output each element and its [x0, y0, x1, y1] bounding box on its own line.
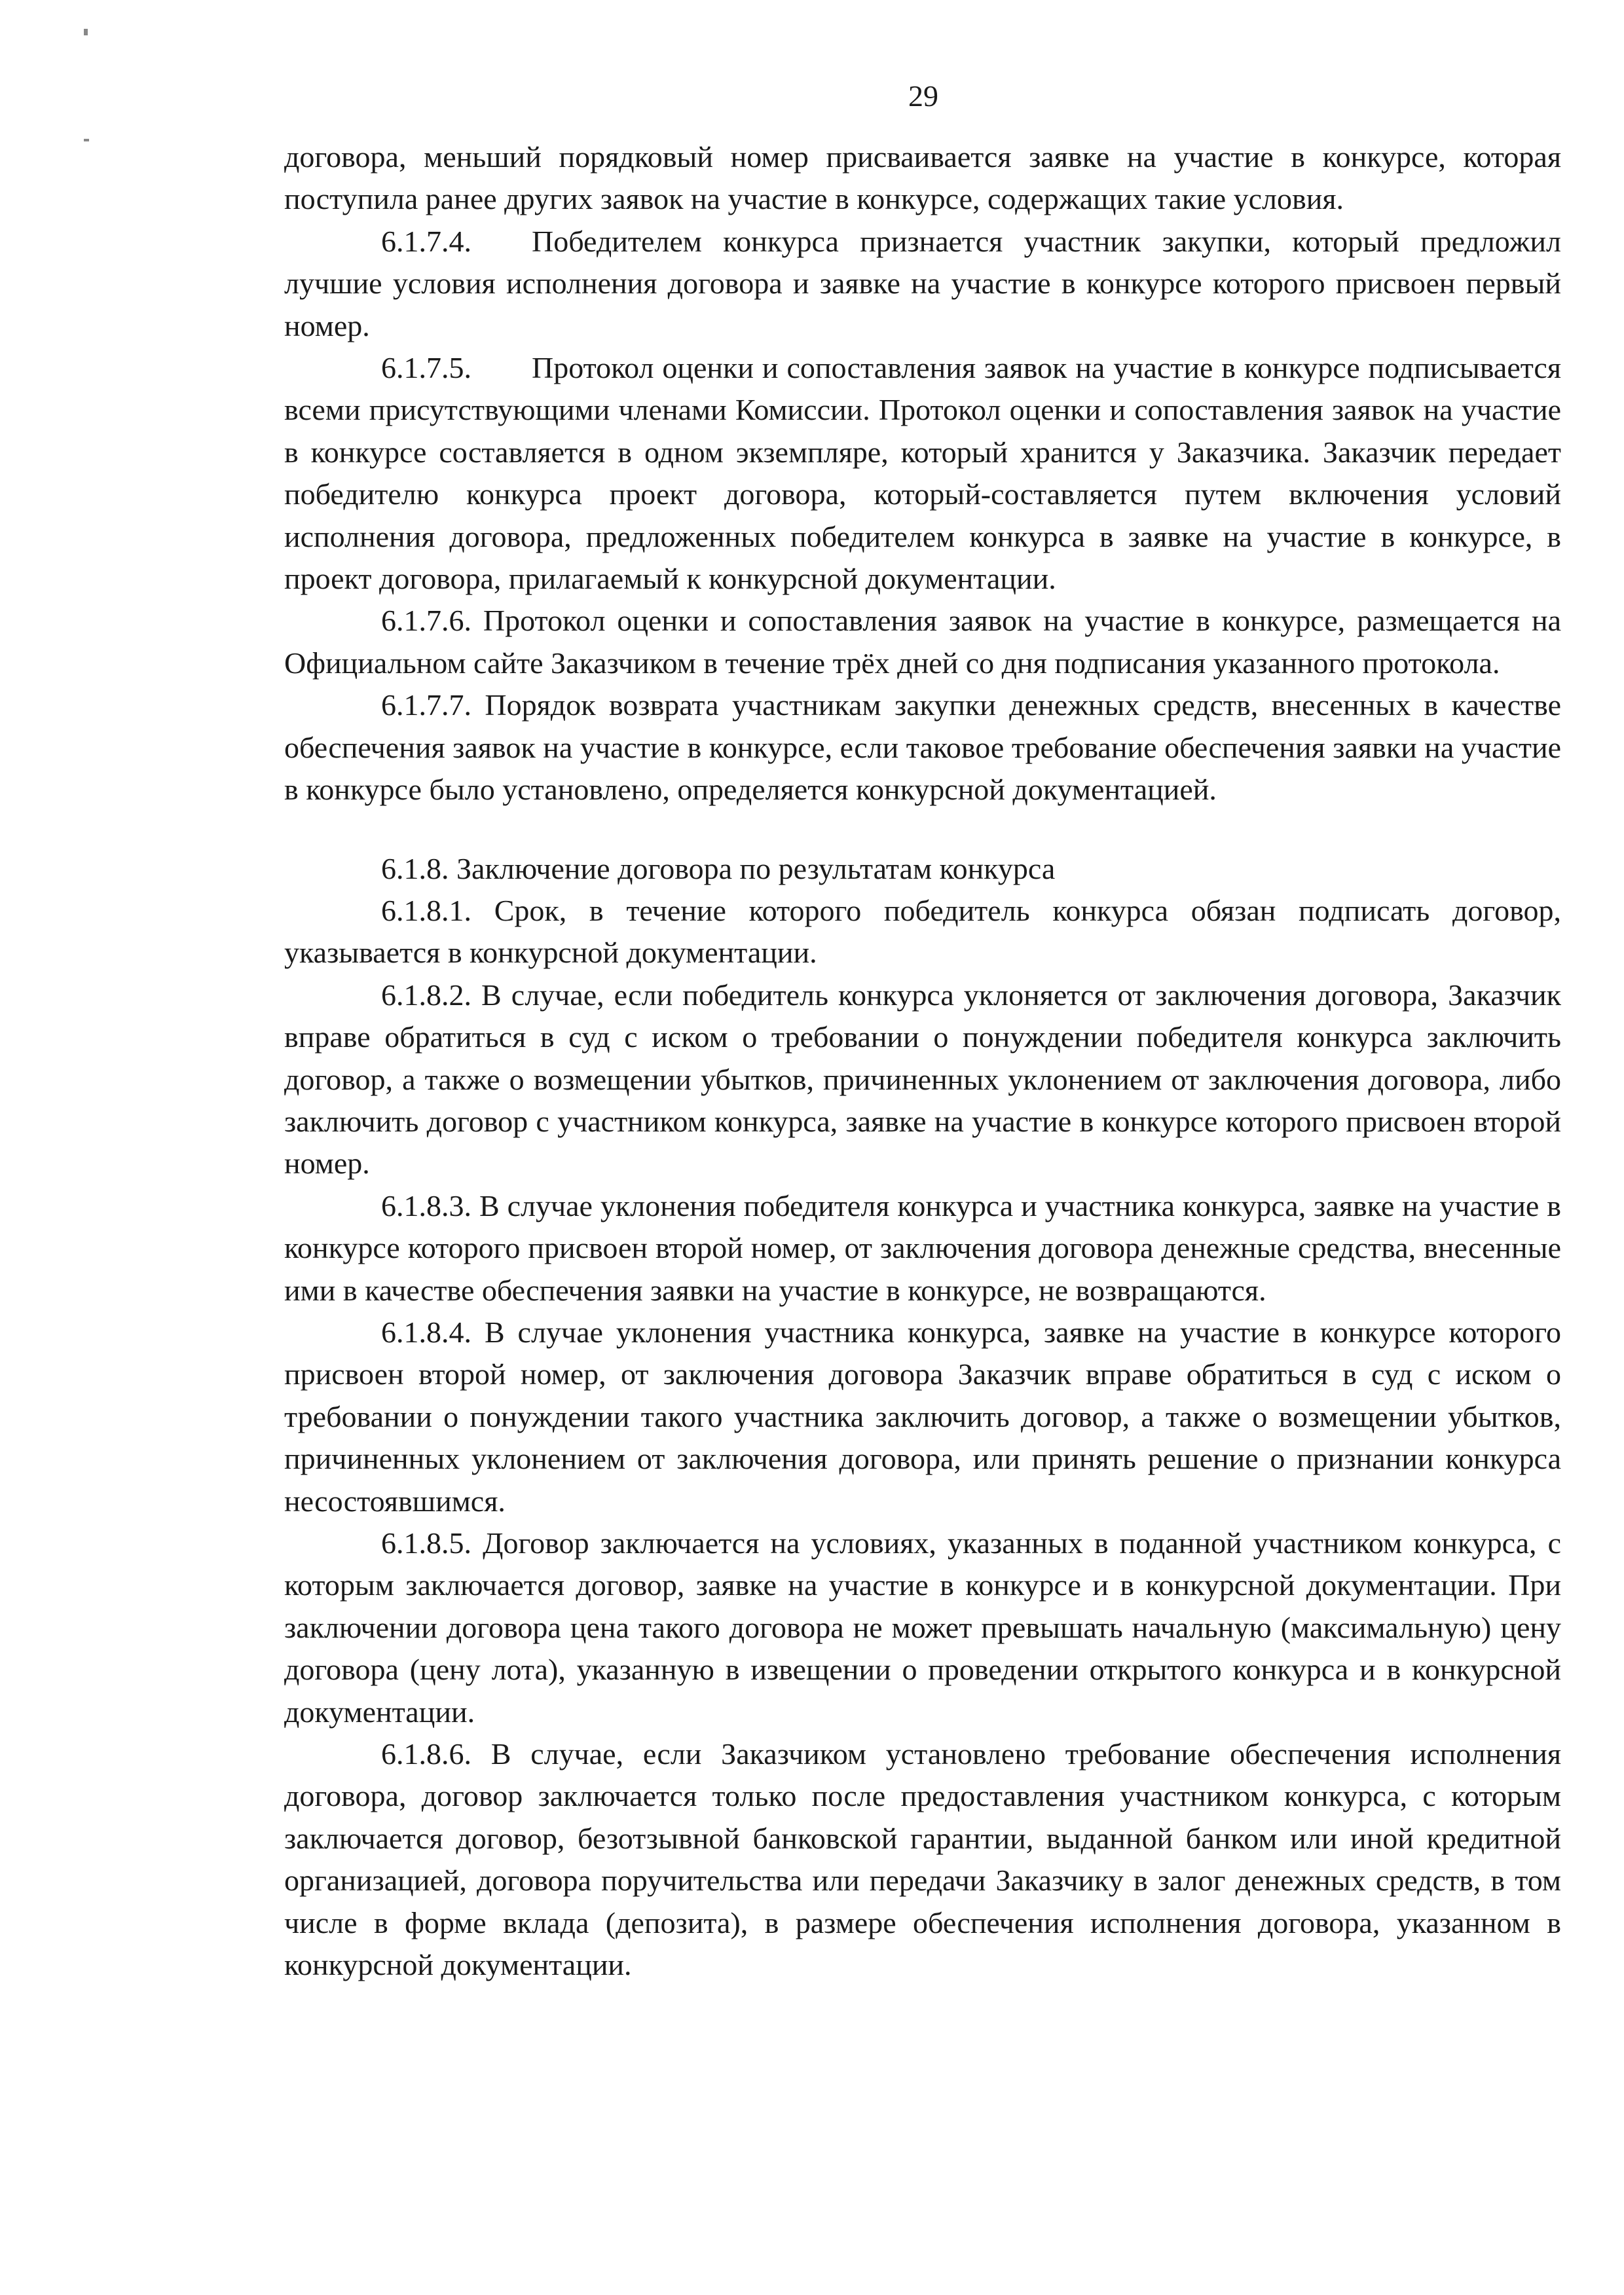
scan-artifact-mark — [84, 139, 89, 141]
paragraph-6-1-8-3: 6.1.8.3. В случае уклонения победителя конкурса и участника конкурса, заявке на участие в конкурсе которого присвоен второй номер, от заключения договора денежные средства, внесенные ими в качестве обеспечения заявки на участие в конкурсе, не возвращаются. — [284, 1188, 1561, 1307]
document-body — [284, 136, 1561, 1986]
section-heading-6-1-8: 6.1.8. Заключение договора по результатам конкурса — [381, 851, 1056, 885]
paragraph-6-1-8-5: 6.1.8.5. Договор заключается на условиях, указанных в поданной участником конкурса, с которым заключается договор, заявке на участие в конкурсе и в конкурсной документации. При заключении договора цена такого договора не может превышать начальную (максимальную) цену договора (цену лота), указанную в извещении о проведении открытого конкурса и в конкурсной документации. — [284, 1526, 1561, 1729]
paragraph-6-1-7-5: 6.1.7.5. Протокол оценки и сопоставления заявок на участие в конкурсе подписывается всеми присутствующими членами Комиссии. Протокол оценки и сопоставления заявок на участие в конкурсе составляется в одном экземпляре, который хранится у Заказчика. Заказчик передает победителю конкурса проект договора, который-составляется путем включения условий исполнения договора, предложенных победителем конкурса в заявке на участие в конкурсе, в проект договора, прилагаемый к конкурсной документации. — [284, 351, 1561, 596]
paragraph-6-1-8-1: 6.1.8.1. Срок, в течение которого победитель конкурса обязан подписать договор, указывается в конкурсной документации. — [284, 893, 1561, 970]
paragraph-6-1-8-4: 6.1.8.4. В случае уклонения участника конкурса, заявке на участие в конкурсе которого присвоен второй номер, от заключения договора Заказчик вправе обратиться в суд с иском о требовании о понуждении такого участника заключить договор, а также о возмещении убытков, причиненных уклонением от заключения договора, или принять решение о признании конкурса несостоявшимся. — [284, 1315, 1561, 1518]
paragraph-6-1-7-4: 6.1.7.4. Победителем конкурса признается участник закупки, который предложил лучшие условия исполнения договора и заявке на участие в конкурсе которого присвоен первый номер. — [284, 224, 1561, 342]
paragraph-6-1-7-7: 6.1.7.7. Порядок возврата участникам закупки денежных средств, внесенных в качестве обеспечения заявок на участие в конкурсе, если таковое требование обеспечения заявки на участие в конкурсе было установлено, определяется конкурсной документацией. — [284, 688, 1561, 807]
paragraph-6-1-8-6: 6.1.8.6. В случае, если Заказчиком установлено требование обеспечения исполнения договора, договор заключается только после предоставления участником конкурса, с которым заключается договор, безотзывной банковской гарантии, выданной банком или иной кредитной организацией, договора поручительства или передачи Заказчику в залог денежных средств, в том числе в форме вклада (депозита), в размере обеспечения исполнения договора, указанном в конкурсной документации. — [284, 1737, 1561, 1982]
paragraph-6-1-7-6: 6.1.7.6. Протокол оценки и сопоставления заявок на участие в конкурсе, размещается на Официальном сайте Заказчиком в течение трёх дней со дня подписания указанного протокола. — [284, 604, 1561, 680]
paragraph-continuation: договора, меньший порядковый номер присваивается заявке на участие в конкурсе, которая поступила ранее других заявок на участие в конкурсе, содержащих такие условия. — [284, 140, 1561, 216]
paragraph-6-1-8-2: 6.1.8.2. В случае, если победитель конкурса уклоняется от заключения договора, Заказчик вправе обратиться в суд с иском о требовании о понуждении победителя конкурса заключить договор, а также о возмещении убытков, причиненных уклонением от заключения договора, либо заключить договор с участником конкурса, заявке на участие в конкурсе которого присвоен второй номер. — [284, 978, 1561, 1181]
scan-artifact-mark — [84, 29, 88, 35]
page-number: 29 — [908, 79, 938, 113]
